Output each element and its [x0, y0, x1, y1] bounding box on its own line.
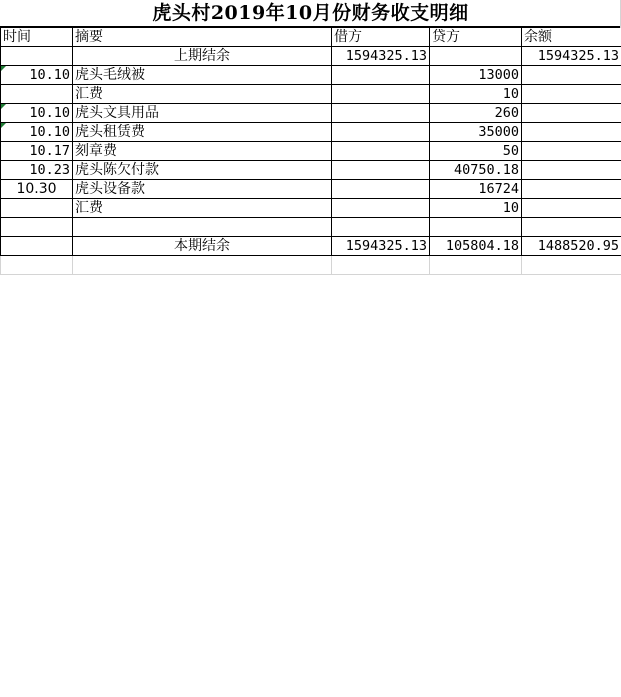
row-balance[interactable]: [522, 142, 621, 161]
row-time[interactable]: 10.23: [1, 161, 73, 180]
table-row: [1, 180, 621, 199]
table-row: [1, 142, 621, 161]
row-balance[interactable]: [522, 104, 621, 123]
row-summary[interactable]: 汇费: [73, 199, 332, 218]
row-credit[interactable]: 10: [430, 85, 522, 104]
opening-balance[interactable]: 1594325.13: [522, 47, 621, 66]
row-time[interactable]: 10.10: [1, 66, 73, 85]
empty-cell[interactable]: [522, 218, 621, 237]
row-debit[interactable]: [332, 199, 430, 218]
table-row: [1, 66, 621, 85]
opening-debit[interactable]: 1594325.13: [332, 47, 430, 66]
row-balance[interactable]: [522, 85, 621, 104]
row-time[interactable]: 10.17: [1, 142, 73, 161]
empty-cell[interactable]: [430, 218, 522, 237]
closing-label[interactable]: 本期结余: [73, 237, 332, 256]
row-balance[interactable]: [522, 123, 621, 142]
row-summary[interactable]: 虎头设备款: [73, 180, 332, 199]
row-credit[interactable]: 16724: [430, 180, 522, 199]
row-debit[interactable]: [332, 66, 430, 85]
row-summary[interactable]: 刻章费: [73, 142, 332, 161]
closing-credit[interactable]: 105804.18: [430, 237, 522, 256]
cell-time[interactable]: [1, 237, 73, 256]
table-row: [1, 104, 621, 123]
header-balance[interactable]: 余额: [522, 28, 621, 47]
header-row: [1, 28, 621, 47]
row-credit[interactable]: 40750.18: [430, 161, 522, 180]
row-summary[interactable]: 虎头毛绒被: [73, 66, 332, 85]
row-debit[interactable]: [332, 104, 430, 123]
row-summary[interactable]: 汇费: [73, 85, 332, 104]
row-summary[interactable]: 虎头文具用品: [73, 104, 332, 123]
row-summary[interactable]: 虎头租赁费: [73, 123, 332, 142]
row-time[interactable]: [1, 85, 73, 104]
row-balance[interactable]: [522, 161, 621, 180]
grid-cell[interactable]: [522, 256, 621, 275]
row-time[interactable]: 10.10: [1, 104, 73, 123]
header-time[interactable]: 时间: [1, 28, 73, 47]
row-time[interactable]: [1, 199, 73, 218]
ledger-table: [0, 27, 621, 275]
row-credit[interactable]: 35000: [430, 123, 522, 142]
grid-cell[interactable]: [73, 256, 332, 275]
row-balance[interactable]: [522, 199, 621, 218]
table-row: [1, 123, 621, 142]
row-debit[interactable]: [332, 85, 430, 104]
closing-debit[interactable]: 1594325.13: [332, 237, 430, 256]
header-debit[interactable]: 借方: [332, 28, 430, 47]
header-summary[interactable]: 摘要: [73, 28, 332, 47]
opening-row: [1, 47, 621, 66]
row-balance[interactable]: [522, 180, 621, 199]
spreadsheet: [0, 0, 621, 275]
row-credit[interactable]: 260: [430, 104, 522, 123]
row-time[interactable]: 10.10: [1, 123, 73, 142]
cell-time[interactable]: [1, 47, 73, 66]
grid-cell[interactable]: [430, 256, 522, 275]
closing-row: [1, 237, 621, 256]
row-time[interactable]: 10.30: [1, 180, 73, 199]
row-debit[interactable]: [332, 123, 430, 142]
opening-label[interactable]: 上期结余: [73, 47, 332, 66]
empty-cell[interactable]: [332, 218, 430, 237]
grid-cell[interactable]: [1, 256, 73, 275]
sheet-title: 虎头村2019年10月份财务收支明细: [0, 0, 621, 27]
empty-row: [1, 218, 621, 237]
row-credit[interactable]: 13000: [430, 66, 522, 85]
table-row: [1, 85, 621, 104]
grid-cell[interactable]: [332, 256, 430, 275]
table-row: [1, 199, 621, 218]
header-credit[interactable]: 贷方: [430, 28, 522, 47]
blank-grid-row: [1, 256, 621, 275]
row-credit[interactable]: 10: [430, 199, 522, 218]
empty-cell[interactable]: [73, 218, 332, 237]
cell-credit[interactable]: [430, 47, 522, 66]
row-debit[interactable]: [332, 142, 430, 161]
row-debit[interactable]: [332, 161, 430, 180]
closing-balance[interactable]: 1488520.95: [522, 237, 621, 256]
row-balance[interactable]: [522, 66, 621, 85]
row-debit[interactable]: [332, 180, 430, 199]
empty-cell[interactable]: [1, 218, 73, 237]
row-summary[interactable]: 虎头陈欠付款: [73, 161, 332, 180]
table-row: [1, 161, 621, 180]
row-credit[interactable]: 50: [430, 142, 522, 161]
